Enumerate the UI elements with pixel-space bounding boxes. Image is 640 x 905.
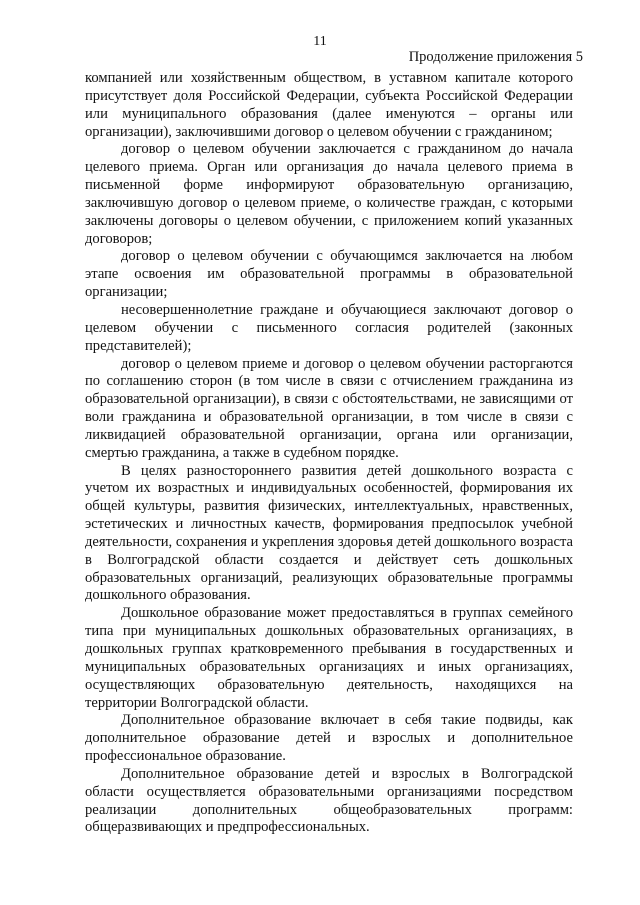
paragraph: Дополнительное образование детей и взрослых в Волгоградской области осуществляется образовательными организациями посредством реализации дополнительных общеобразовательных программ: общеразвивающих и предпрофессиональных. <box>85 765 573 836</box>
continuation-note: Продолжение приложения 5 <box>408 49 583 65</box>
paragraph: Дошкольное образование может предоставляться в группах семейного типа при муниципальных дошкольных образовательных организациях, в дошкольных группах кратковременного пребывания в государственных и муниципальных образовательных организациях и иных организациях, осуществляющих образовательную деятельность, находящихся на территории Волгоградской области. <box>85 605 573 711</box>
paragraph: компанией или хозяйственным обществом, в уставном капитале которого присутствует доля Российской Федерации, субъекта Российской Федерации или муниципального образования (далее именуются – органы или организации), заключившими договор о целевом обучении с гражданином; <box>85 70 573 140</box>
page-number: 11 <box>313 34 327 49</box>
paragraph: Дополнительное образование включает в себя такие подвиды, как дополнительное образование детей и взрослых и дополнительное профессиональное образование. <box>85 712 573 765</box>
paragraph: договор о целевом приеме и договор о целевом обучении расторгаются по соглашению сторон (в том числе в связи с отчислением гражданина из образовательной организации), в связи с обстоятельствами, не зависящими от воли гражданина и образовательной организации, в том числе в связи с ликвидацией образовательной организации, органа или организации, смертью гражданина, а также в судебном порядке. <box>85 355 573 461</box>
paragraph: договор о целевом обучении заключается с гражданином до начала целевого приема. Орган или организация до начала целевого приема в письменной форме информируют образовательную организацию, заключившую договор о целевом приеме, о количестве граждан, с которыми заключены договоры о целевом обучении, с приложением копий указанных договоров; <box>85 141 573 247</box>
body-text <box>85 70 573 837</box>
paragraph: В целях разностороннего развития детей дошкольного возраста с учетом их возрастных и индивидуальных особенностей, формирования их общей культуры, развития физических, интеллектуальных, нравственных, эстетических и личностных качеств, формирования предпосылок учебной деятельности, сохранения и укрепления здоровья детей дошкольного возраста в Волгоградской области создается и действует сеть дошкольных образовательных организаций, реализующих образовательные программы дошкольного образования. <box>85 462 573 604</box>
paragraph: договор о целевом обучении с обучающимся заключается на любом этапе освоения им образовательной программы в образовательной организации; <box>85 248 573 301</box>
paragraph: несовершеннолетние граждане и обучающиеся заключают договор о целевом обучении с письменного согласия родителей (законных представителей); <box>85 301 573 354</box>
